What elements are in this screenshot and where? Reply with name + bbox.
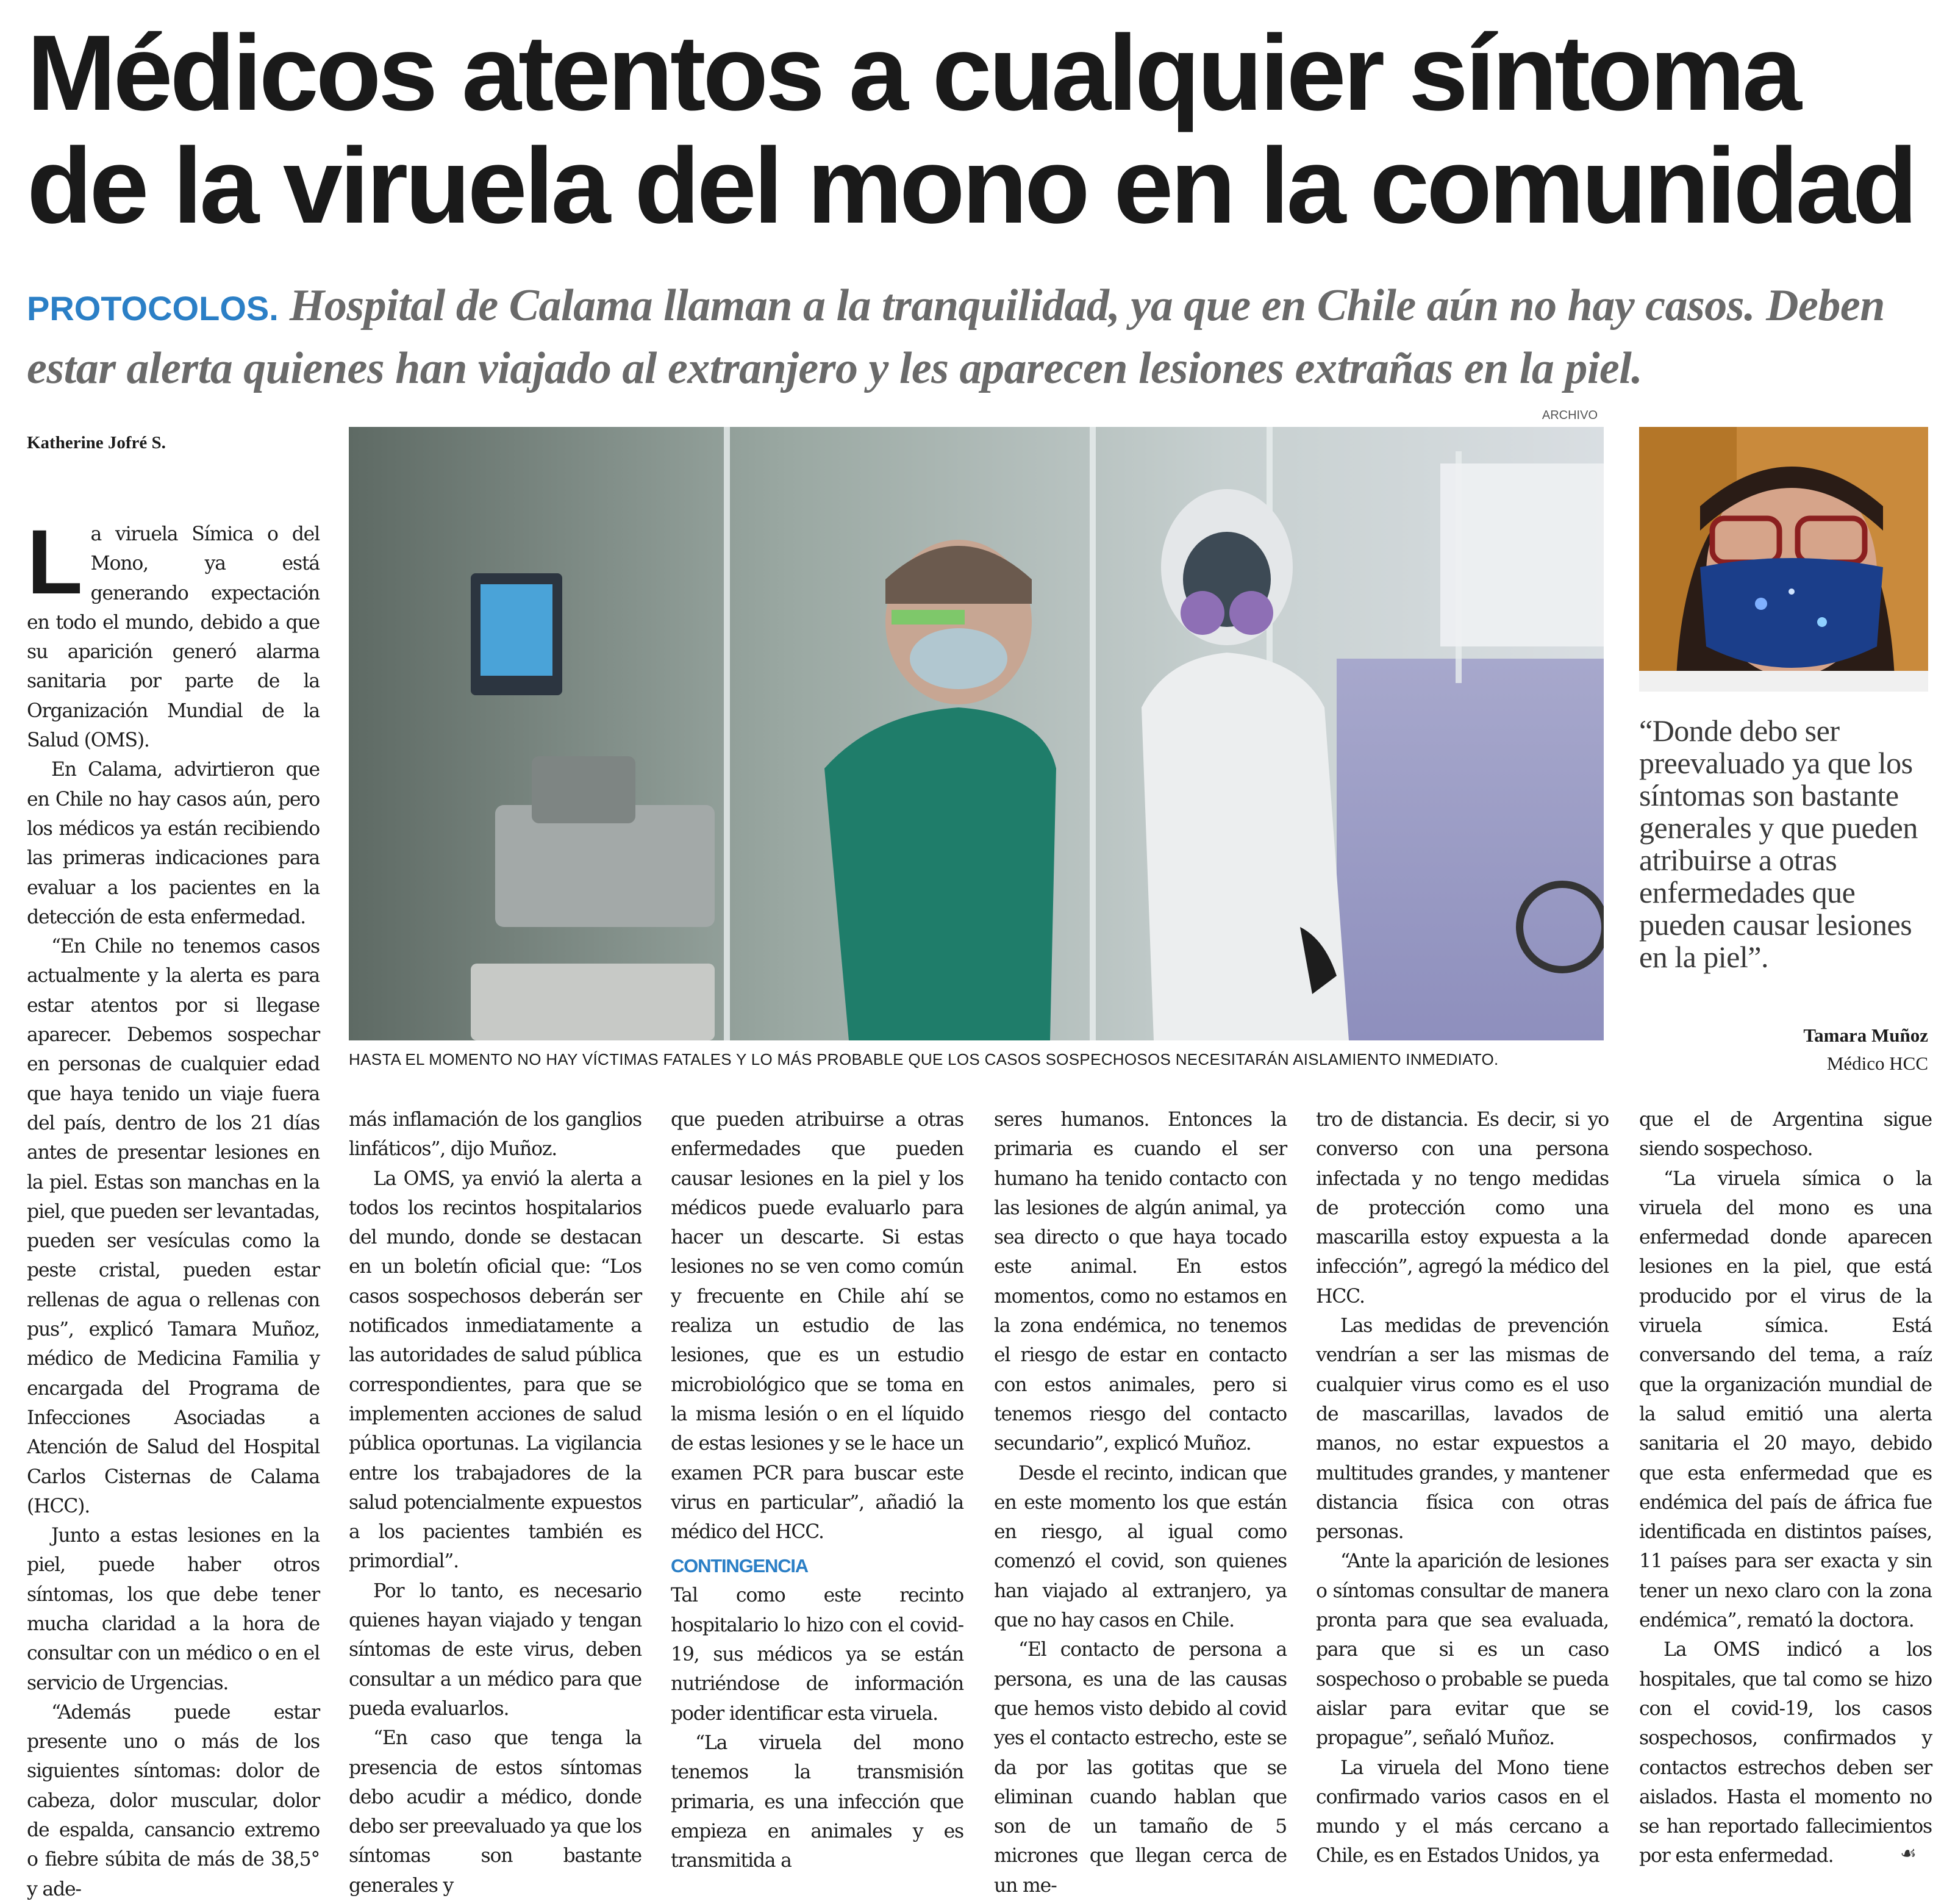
article-column-2 [349, 1105, 641, 1900]
paragraph: La OMS, ya envió la alerta a todos los recintos hospitalarios del mundo, donde se destacan en un boletín oficial que: “Los casos sospechosos deberán ser notificados inmediatamente a las autoridades de salud pública correspondientes, para que se implementen acciones de salud pública oportunas. La vigilancia entre los trabajadores de la salud potencialmente expuestos a los pacientes también es primordial”. [349, 1167, 641, 1573]
drop-cap: L [27, 510, 82, 613]
paragraph: “En Chile no tenemos casos actualmente y la alerta es para estar atentos por si llegase aparecer. Debemos sospechar en personas de cualquier edad que haya tenido un viaje fuera del país, dentro de los 21 días antes de presentar lesiones en la piel. Estas son manchas en la piel, que pueden ser levantadas, pueden ser vesículas como la peste cristal, pueden estar rellenas de agua o rellenas con pus”, explicó Tamara Muñoz, médico de Medicina Familia y encargada del Programa de Infecciones Asociadas a Atención de Salud del Hospital Carlos Cisternas de Calama (HCC). [27, 936, 320, 1517]
paragraph: que pueden atribuirse a otras enfermedades que pueden causar lesiones en la piel y los médicos puede evaluarlo para hacer un descarte. Si estas lesiones no se ven como común y frecuente en Chile ahí se realiza un estudio de las lesiones, que es un estudio microbiológico que se toma en la misma lesión o en el líquido de estas lesiones y se le hace un examen PCR para buscar este virus en particular”, añadió la médico del HCC. [671, 1109, 963, 1544]
end-mark-icon: ☙ [1900, 1843, 1917, 1864]
paragraph: Por lo tanto, es necesario quienes hayan viajado y tengan síntomas de este virus, deben consultar a un médico para que pueda evaluarlos. [349, 1580, 641, 1720]
paragraph: La viruela del Mono tiene confirmado varios casos en el mundo y el más cercano a Chile, es en Estados Unidos, ya [1316, 1756, 1609, 1867]
article-column-6 [1639, 1105, 1932, 1871]
quote-author-role: Médico HCC [1826, 1053, 1928, 1074]
paragraph: tro de distancia. Es decir, si yo converso con una persona infectada y no tengo medidas de protección como una mascarilla estoy expuesta a la infección”, agregó la médico del HCC. [1316, 1109, 1609, 1308]
paragraph: La OMS indicó a los hospitales, que tal como se hizo con el covid-19, los casos sospechosos, confirmados y contactos estrechos deben ser aislados. Hasta el momento no se han reportado fallecimientos por esta enfermedad. [1639, 1639, 1932, 1867]
main-photo [349, 427, 1604, 1040]
paragraph: “En caso que tenga la presencia de estos síntomas debo acudir a médico, donde debo ser preevaluado ya que los síntomas son bastante generales y [349, 1727, 641, 1897]
deck-kicker: PROTOCOLOS. [27, 289, 279, 327]
paragraph: “Además puede estar presente uno o más de los siguientes síntomas: dolor de cabeza, dolor muscular, dolor de espalda, cansancio extremo o fiebre súbita de más de 38,5° y ade- [27, 1701, 320, 1900]
byline: Katherine Jofré S. [27, 433, 166, 453]
paragraph: seres humanos. Entonces la primaria es cuando el ser humano ha tenido contacto con las lesiones de algún animal, ya sea directo o que haya tocado este animal. En estos momentos, como no estamos en la zona endémica, no tenemos el riesgo de estar en contacto con estos animales, pero si tenemos riesgo del contacto secundario”, explicó Muñoz. [994, 1109, 1287, 1455]
article-column-1 [27, 510, 320, 1904]
deck-text: Hospital de Calama llaman a la tranquilidad, ya que en Chile aún no hay casos. Deben estar alerta quienes han viajado al extranjero y les aparecen lesiones extrañas en la piel. [27, 281, 1885, 393]
pull-quote: “Donde debo ser preevaluado ya que los síntomas son bastante generales y que pueden atribuirse a otras enfermedades que pueden causar lesiones en la piel”. [1639, 714, 1918, 974]
paragraph: más inflamación de los ganglios linfáticos”, dijo Muñoz. [349, 1109, 641, 1161]
paragraph: “El contacto de persona a persona, es una de las causas que hemos visto debido al covid yes el contacto estrecho, este se da por las gotitas que se eliminan cuando hablan que son de un tamaño de 5 micrones que llegan cerca de un me- [994, 1639, 1287, 1897]
portrait-image [1639, 427, 1928, 692]
portrait-photo [1639, 427, 1928, 692]
paragraph: Tal como este recinto hospitalario lo hizo con el covid-19, sus médicos ya se están nutriéndose de información poder identificar esta viruela. [671, 1584, 963, 1725]
quote-author-name: Tamara Muñoz [1803, 1025, 1928, 1046]
paragraph: En Calama, advirtieron que en Chile no hay casos aún, pero los médicos ya están recibiendo las primeras indicaciones para evaluar a los pacientes en la detección de esta enfermedad. [27, 759, 320, 928]
headline: Médicos atentos a cualquier síntoma de la viruela del mono en la comunidad [27, 13, 1915, 246]
paragraph: “La viruela símica o la viruela del mono es una enfermedad donde aparecen lesiones en la piel, que está producido por el virus de la viruela símica. Está conversando del tema, a raíz que la organización mundial de la salud emitió una alerta sanitaria el 20 mayo, debido que esta enfermedad que es endémica del país de áfrica fue identificada en distintos países, 11 países para ser exacta y sin tener un nexo claro con la zona endémica”, remató la doctora. [1639, 1167, 1932, 1632]
subhead-contingencia: CONTINGENCIA [671, 1555, 808, 1577]
hospital-photo [349, 427, 1604, 1040]
article-column-4 [994, 1105, 1287, 1900]
paragraph: Desde el recinto, indican que en este momento los que están en riesgo, al igual como comenzó el covid, son quienes han viajado al extranjero, ya que no hay casos en Chile. [994, 1462, 1287, 1632]
paragraph: Las medidas de prevención vendrían a ser las mismas de cualquier virus como es el uso de mascarillas, lavados de manos, no estar expuestos a multitudes grandes, y mantener distancia física con otras personas. [1316, 1315, 1609, 1544]
paragraph: que el de Argentina sigue siendo sospechoso. [1639, 1109, 1932, 1161]
paragraph: Junto a estas lesiones en la piel, puede haber otros síntomas, los que debe tener mucha claridad a la hora de consultar con un médico o en el servicio de Urgencias. [27, 1525, 320, 1694]
deck [27, 276, 1923, 398]
photo-credit: ARCHIVO [1542, 409, 1598, 422]
paragraph: “La viruela del mono tenemos la transmisión primaria, es una infección que empieza en animales y es transmitida a [671, 1731, 963, 1872]
paragraph: “Ante la aparición de lesiones o síntomas consultar de manera pronta para que sea evaluada, para que si es un caso sospechoso o probable se pueda aislar para evitar que se propague”, señaló Muñoz. [1316, 1550, 1609, 1750]
article-column-5 [1316, 1105, 1609, 1871]
photo-caption: HASTA EL MOMENTO NO HAY VÍCTIMAS FATALES Y LO MÁS PROBABLE QUE LOS CASOS SOSPECHOSOS NECESITARÁN AISLAMIENTO INMEDIATO. [349, 1050, 1499, 1068]
article-column-3 [671, 1105, 963, 1875]
paragraph: La viruela Símica o del Mono, ya está generando expectación en todo el mundo, debido a que su aparición generó alarma sanitaria por parte de la Organización Mundial de la Salud (OMS). [27, 510, 320, 752]
